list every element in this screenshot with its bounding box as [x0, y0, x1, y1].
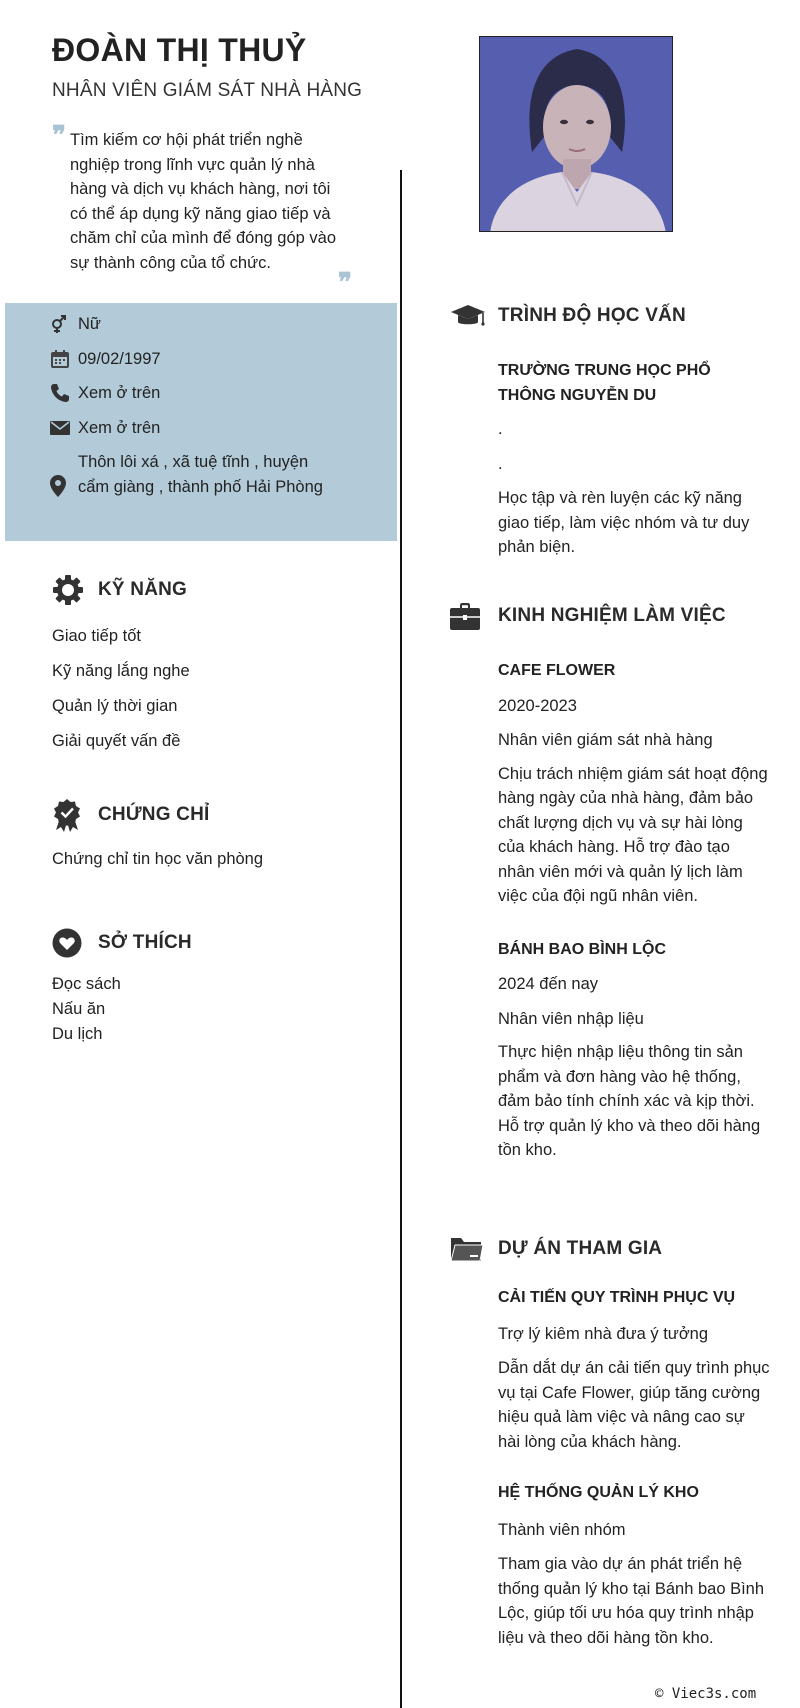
project-description: Dẫn dắt dự án cải tiến quy trình phục vụ tại Cafe Flower, giúp tăng cường hiệu quả làm việc và nâng cao sự hài lòng của khách hàng. [498, 1359, 770, 1451]
skill-item: Kỹ năng lắng nghe [52, 662, 190, 680]
quote-close-icon: ❞ [338, 268, 352, 298]
hobbies-title: SỞ THÍCH [98, 932, 192, 953]
job-entry [498, 659, 770, 909]
address-value: Thôn lôi xá , xã tuệ tĩnh , huyện cẩm giàng , thành phố Hải Phòng [78, 453, 323, 496]
info-row-address [50, 450, 397, 522]
education-description: Học tập và rèn luyện các kỹ năng giao tiếp, làm việc nhóm và tư duy phản biện. [498, 489, 750, 556]
info-row-email [50, 416, 397, 441]
certificates-title: CHỨNG CHỈ [98, 804, 210, 825]
email-value: Xem ở trên [78, 418, 161, 437]
calendar-icon [50, 347, 78, 371]
email-icon [50, 416, 78, 440]
column-divider [400, 170, 402, 1708]
info-row-phone [50, 381, 397, 406]
job-description: Thực hiện nhập liệu thông tin sản phẩm và đơn hàng vào hệ thống, đảm bảo tính chính xác và kịp thời. Hỗ trợ quản lý kho và theo dõi hàng tồn kho. [498, 1043, 761, 1159]
education-section [450, 299, 770, 560]
job-description: Chịu trách nhiệm giám sát hoạt động hàng ngày của nhà hàng, đảm bảo chất lượng dịch vụ và sự hài lòng của khách hàng. Hỗ trợ đào tạo nhân viên mới và quản lý lịch làm việc của đội ngũ nhân viên. [498, 764, 768, 905]
certificates-section [52, 798, 263, 872]
location-pin-icon [50, 450, 78, 522]
job-period: 2024 đến nay [498, 975, 599, 993]
skill-item: Quản lý thời gian [52, 697, 178, 715]
education-title: TRÌNH ĐỘ HỌC VẤN [498, 305, 686, 326]
project-name: CẢI TIẾN QUY TRÌNH PHỤC VỤ [498, 1289, 736, 1306]
experience-section [450, 599, 770, 1163]
gear-icon [52, 574, 98, 606]
quote-open-icon: ❞ [52, 121, 66, 151]
hobbies-section [52, 926, 192, 1047]
skills-section [52, 573, 190, 759]
skill-item: Giao tiếp tốt [52, 627, 141, 645]
education-line: . [498, 454, 503, 473]
folder-icon [450, 1235, 498, 1263]
phone-value: Xem ở trên [78, 384, 161, 402]
skill-item: Giải quyết vấn đề [52, 732, 181, 750]
certificate-item: Chứng chỉ tin học văn phòng [52, 850, 264, 868]
candidate-name: ĐOÀN THỊ THUỶ [52, 32, 307, 68]
education-line: . [498, 420, 503, 438]
gender-icon [50, 312, 78, 336]
project-description: Tham gia vào dự án phát triển hệ thống quản lý kho tại Bánh bao Bình Lộc, giúp tối ưu hóa quy trình nhập liệu và theo dõi hàng tồn kho. [498, 1555, 765, 1647]
profile-photo [479, 36, 673, 232]
heart-icon [52, 928, 98, 958]
project-name: HỆ THỐNG QUẢN LÝ KHO [498, 1484, 699, 1501]
hobby-item: Đọc sách [52, 975, 121, 993]
project-entry [498, 1286, 770, 1454]
school-name: TRƯỜNG TRUNG HỌC PHỔ THÔNG NGUYỄN DU [498, 362, 711, 404]
hobby-item: Nấu ăn [52, 1000, 106, 1018]
personal-info-box [5, 303, 397, 541]
project-role: Thành viên nhóm [498, 1520, 626, 1539]
job-title: NHÂN VIÊN GIÁM SÁT NHÀ HÀNG [52, 80, 363, 101]
certificate-badge-icon [52, 798, 98, 832]
career-objective [52, 121, 352, 298]
birthday-value: 09/02/1997 [78, 349, 161, 368]
info-row-gender [50, 312, 397, 337]
objective-text: Tìm kiếm cơ hội phát triển nghề nghiệp trong lĩnh vực quản lý nhà hàng và dịch vụ khách hàng, nơi tôi có thể áp dụng kỹ năng giao tiếp và chăm chỉ của mình để đóng góp vào sự thành công của tổ chức. [70, 131, 337, 272]
project-role: Trợ lý kiêm nhà đưa ý tưởng [498, 1324, 709, 1343]
company-name: BÁNH BAO BÌNH LỘC [498, 940, 666, 958]
experience-title: KINH NGHIỆM LÀM VIỆC [498, 605, 726, 626]
skills-title: KỸ NĂNG [98, 579, 188, 600]
projects-section [450, 1232, 770, 1650]
company-name: CAFE FLOWER [498, 662, 616, 679]
project-entry [498, 1481, 770, 1650]
phone-icon [50, 381, 78, 405]
briefcase-icon [450, 602, 498, 630]
info-row-birthday [50, 347, 397, 372]
job-position: Nhân viên nhập liệu [498, 1009, 644, 1028]
job-period: 2020-2023 [498, 696, 577, 715]
job-position: Nhân viên giám sát nhà hàng [498, 731, 713, 749]
graduation-cap-icon [450, 304, 498, 328]
gender-value: Nữ [78, 315, 101, 333]
projects-title: DỰ ÁN THAM GIA [498, 1238, 663, 1259]
job-entry [498, 938, 770, 1163]
hobby-item: Du lịch [52, 1025, 103, 1043]
watermark: © Viec3s.com [655, 1686, 757, 1702]
